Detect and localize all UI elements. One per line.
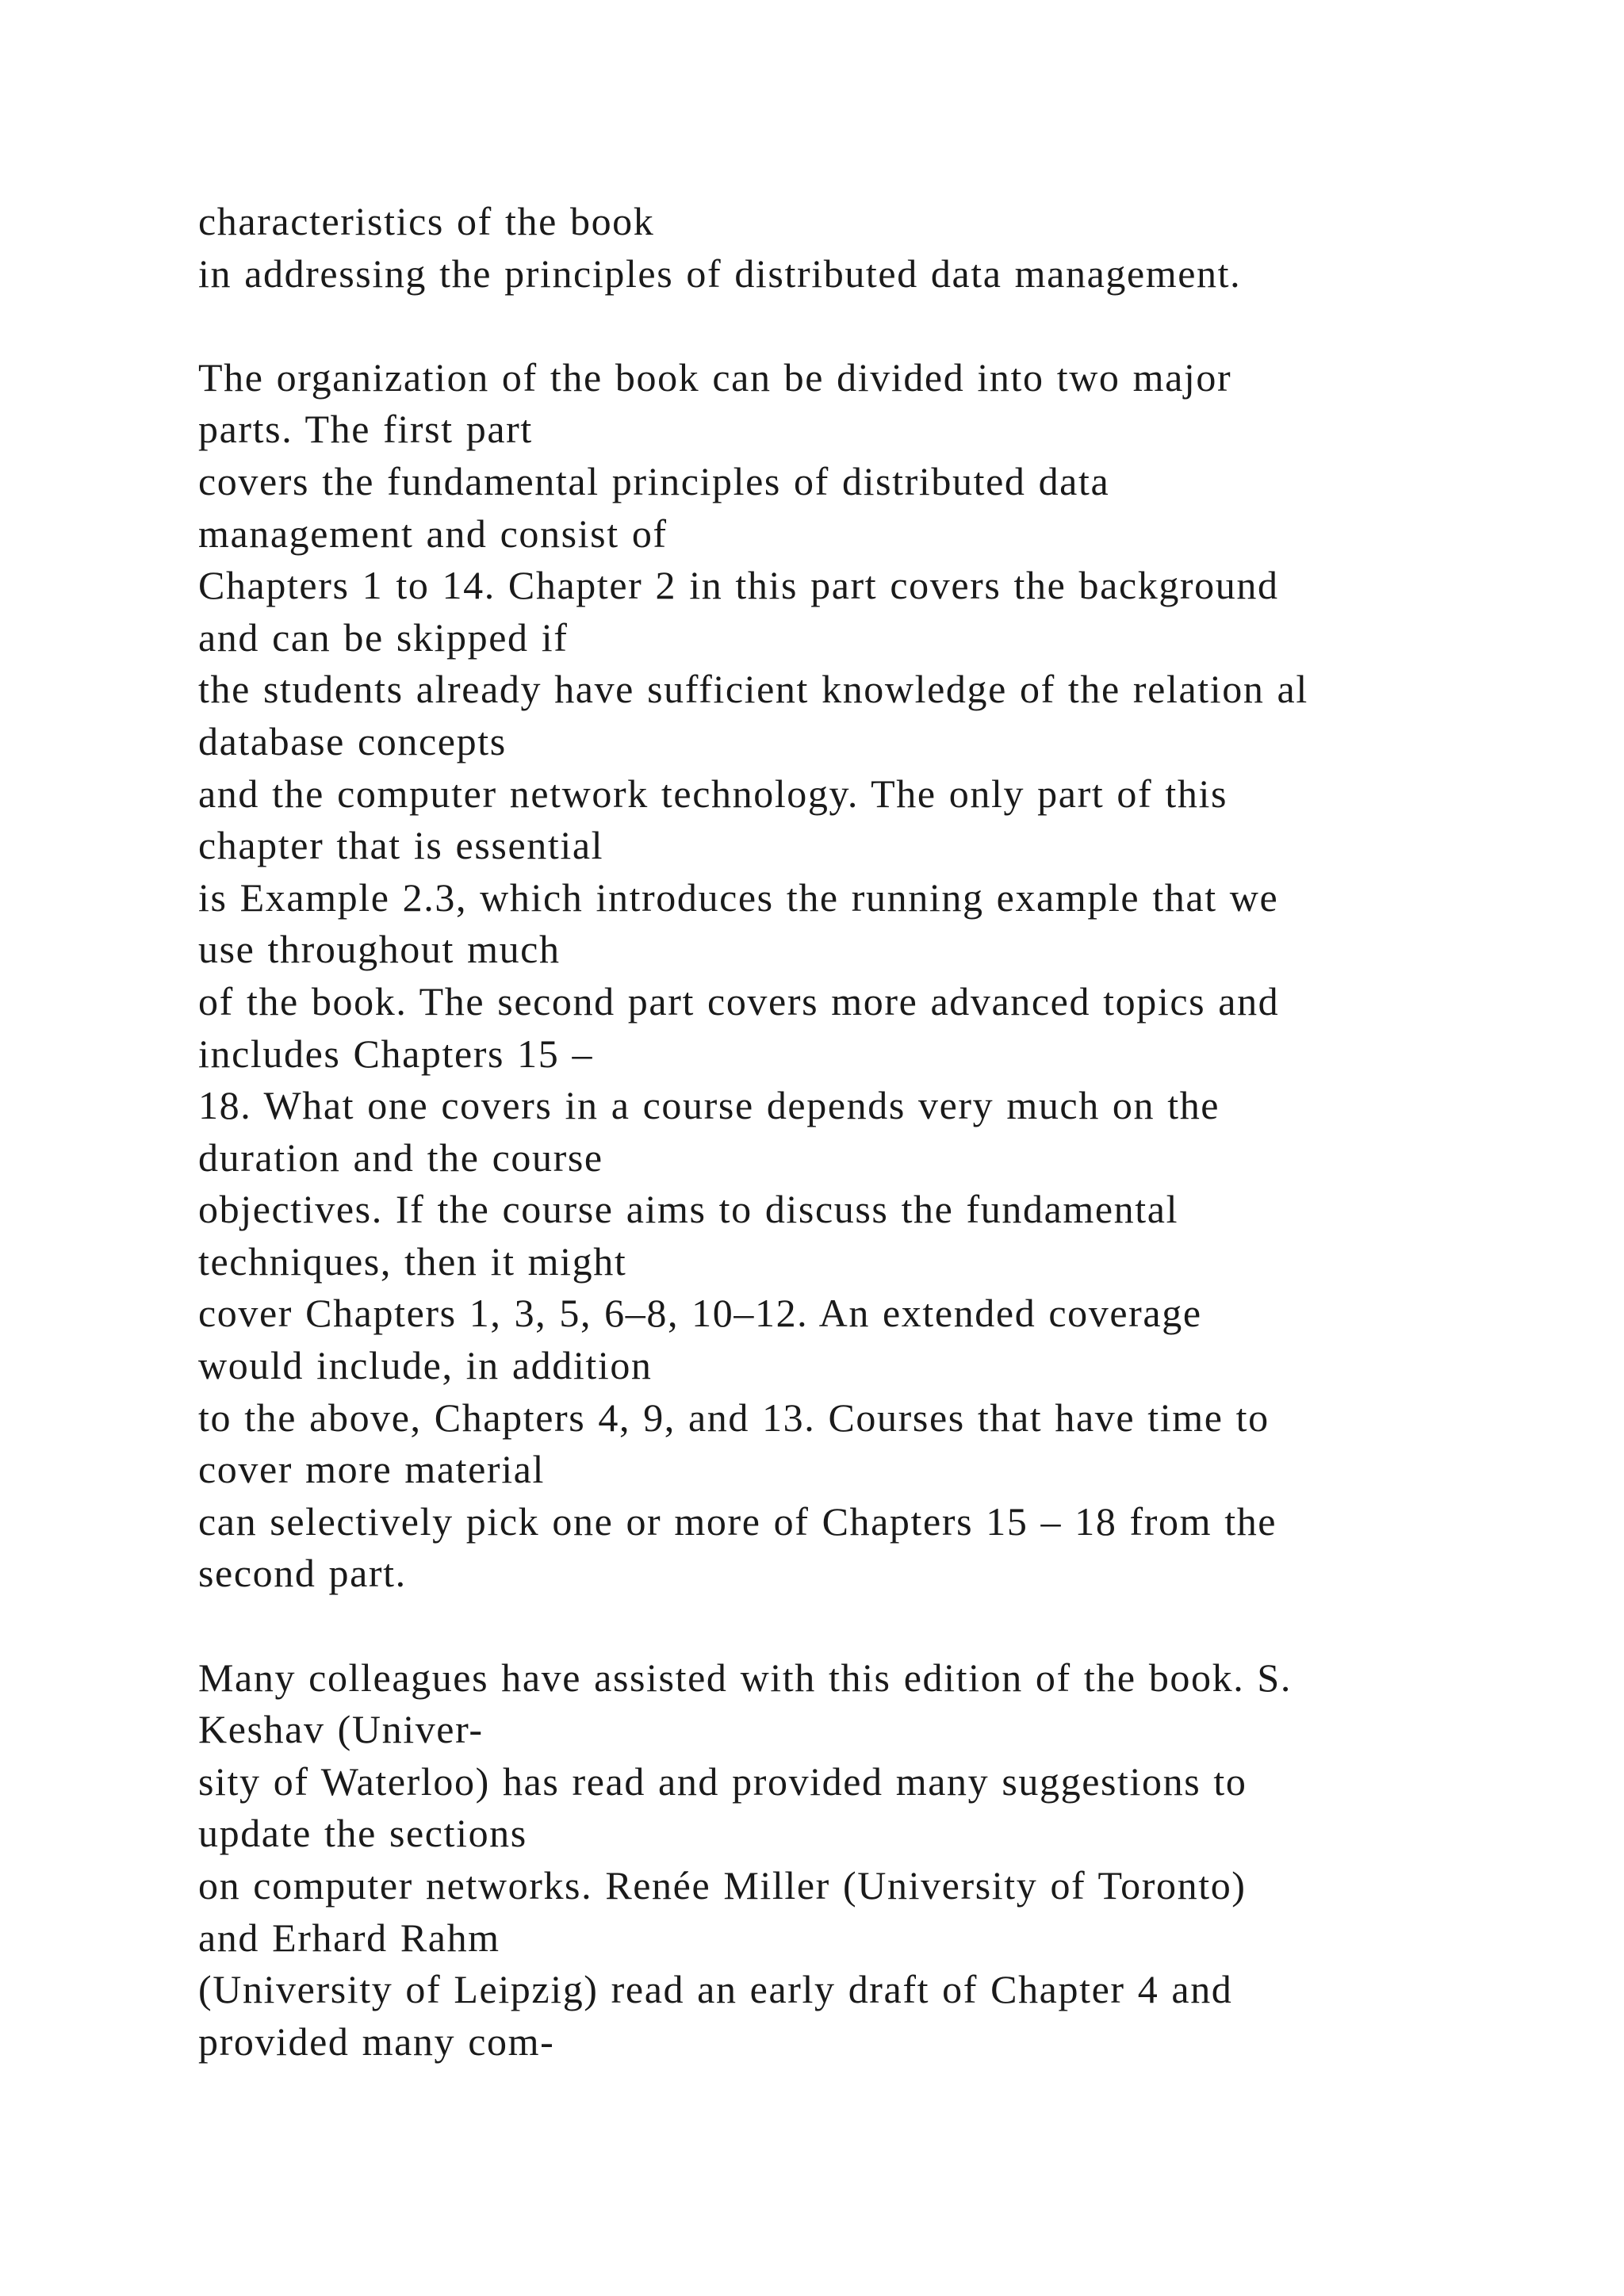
text-line: in addressing the principles of distributed data management.: [198, 251, 1242, 296]
text-line: Chapters 1 to 14. Chapter 2 in this part covers the background: [198, 563, 1279, 608]
text-line: would include, in addition: [198, 1343, 653, 1388]
text-line: management and consist of: [198, 511, 668, 556]
text-line: (University of Leipzig) read an early draft of Chapter 4 and: [198, 1967, 1233, 2012]
paragraph-2: [198, 352, 1562, 1600]
text-line: The organization of the book can be divided into two major: [198, 354, 1232, 400]
text-line: of the book. The second part covers more advanced topics and: [198, 978, 1280, 1024]
text-line: second part.: [198, 1551, 407, 1596]
text-line: Keshav (Univer-: [198, 1707, 484, 1752]
text-line: characteristics of the book: [198, 199, 655, 243]
paragraph-1: [198, 196, 1562, 300]
text-line: on computer networks. Renée Miller (University of Toronto): [198, 1863, 1247, 1908]
text-line: and can be skipped if: [198, 614, 569, 660]
text-line: and the computer network technology. The only part of this: [198, 771, 1228, 816]
text-line: and Erhard Rahm: [198, 1915, 500, 1960]
text-line: sity of Waterloo) has read and provided many suggestions to: [198, 1758, 1247, 1804]
text-line: is Example 2.3, which introduces the running example that we: [198, 874, 1279, 920]
paragraph-gap: [198, 300, 1562, 352]
text-line: includes Chapters 15 –: [198, 1031, 594, 1076]
text-line: provided many com-: [198, 2019, 555, 2064]
text-line: the students already have sufficient knowledge of the relation al: [198, 667, 1308, 712]
paragraph-gap: [198, 1600, 1562, 1652]
text-line: can selectively pick one or more of Chapters 15 – 18 from the: [198, 1498, 1277, 1544]
text-line: chapter that is essential: [198, 823, 604, 868]
text-line: Many colleagues have assisted with this edition of the book. S.: [198, 1655, 1292, 1700]
text-line: update the sections: [198, 1811, 527, 1856]
text-line: database concepts: [198, 718, 507, 763]
text-line: techniques, then it might: [198, 1238, 627, 1284]
text-line: 18. What one covers in a course depends very much on the: [198, 1083, 1220, 1128]
text-line: cover Chapters 1, 3, 5, 6–8, 10–12. An extended coverage: [198, 1291, 1202, 1336]
text-line: use throughout much: [198, 927, 561, 972]
text-line: duration and the course: [198, 1135, 603, 1180]
text-line: objectives. If the course aims to discuss the fundamental: [198, 1187, 1179, 1232]
text-line: parts. The first part: [198, 407, 533, 452]
text-line: covers the fundamental principles of distributed data: [198, 458, 1110, 503]
text-line: cover more material: [198, 1447, 545, 1492]
paragraph-3: [198, 1652, 1562, 2068]
body-text: [198, 196, 1562, 2068]
text-line: to the above, Chapters 4, 9, and 13. Courses that have time to: [198, 1395, 1270, 1440]
